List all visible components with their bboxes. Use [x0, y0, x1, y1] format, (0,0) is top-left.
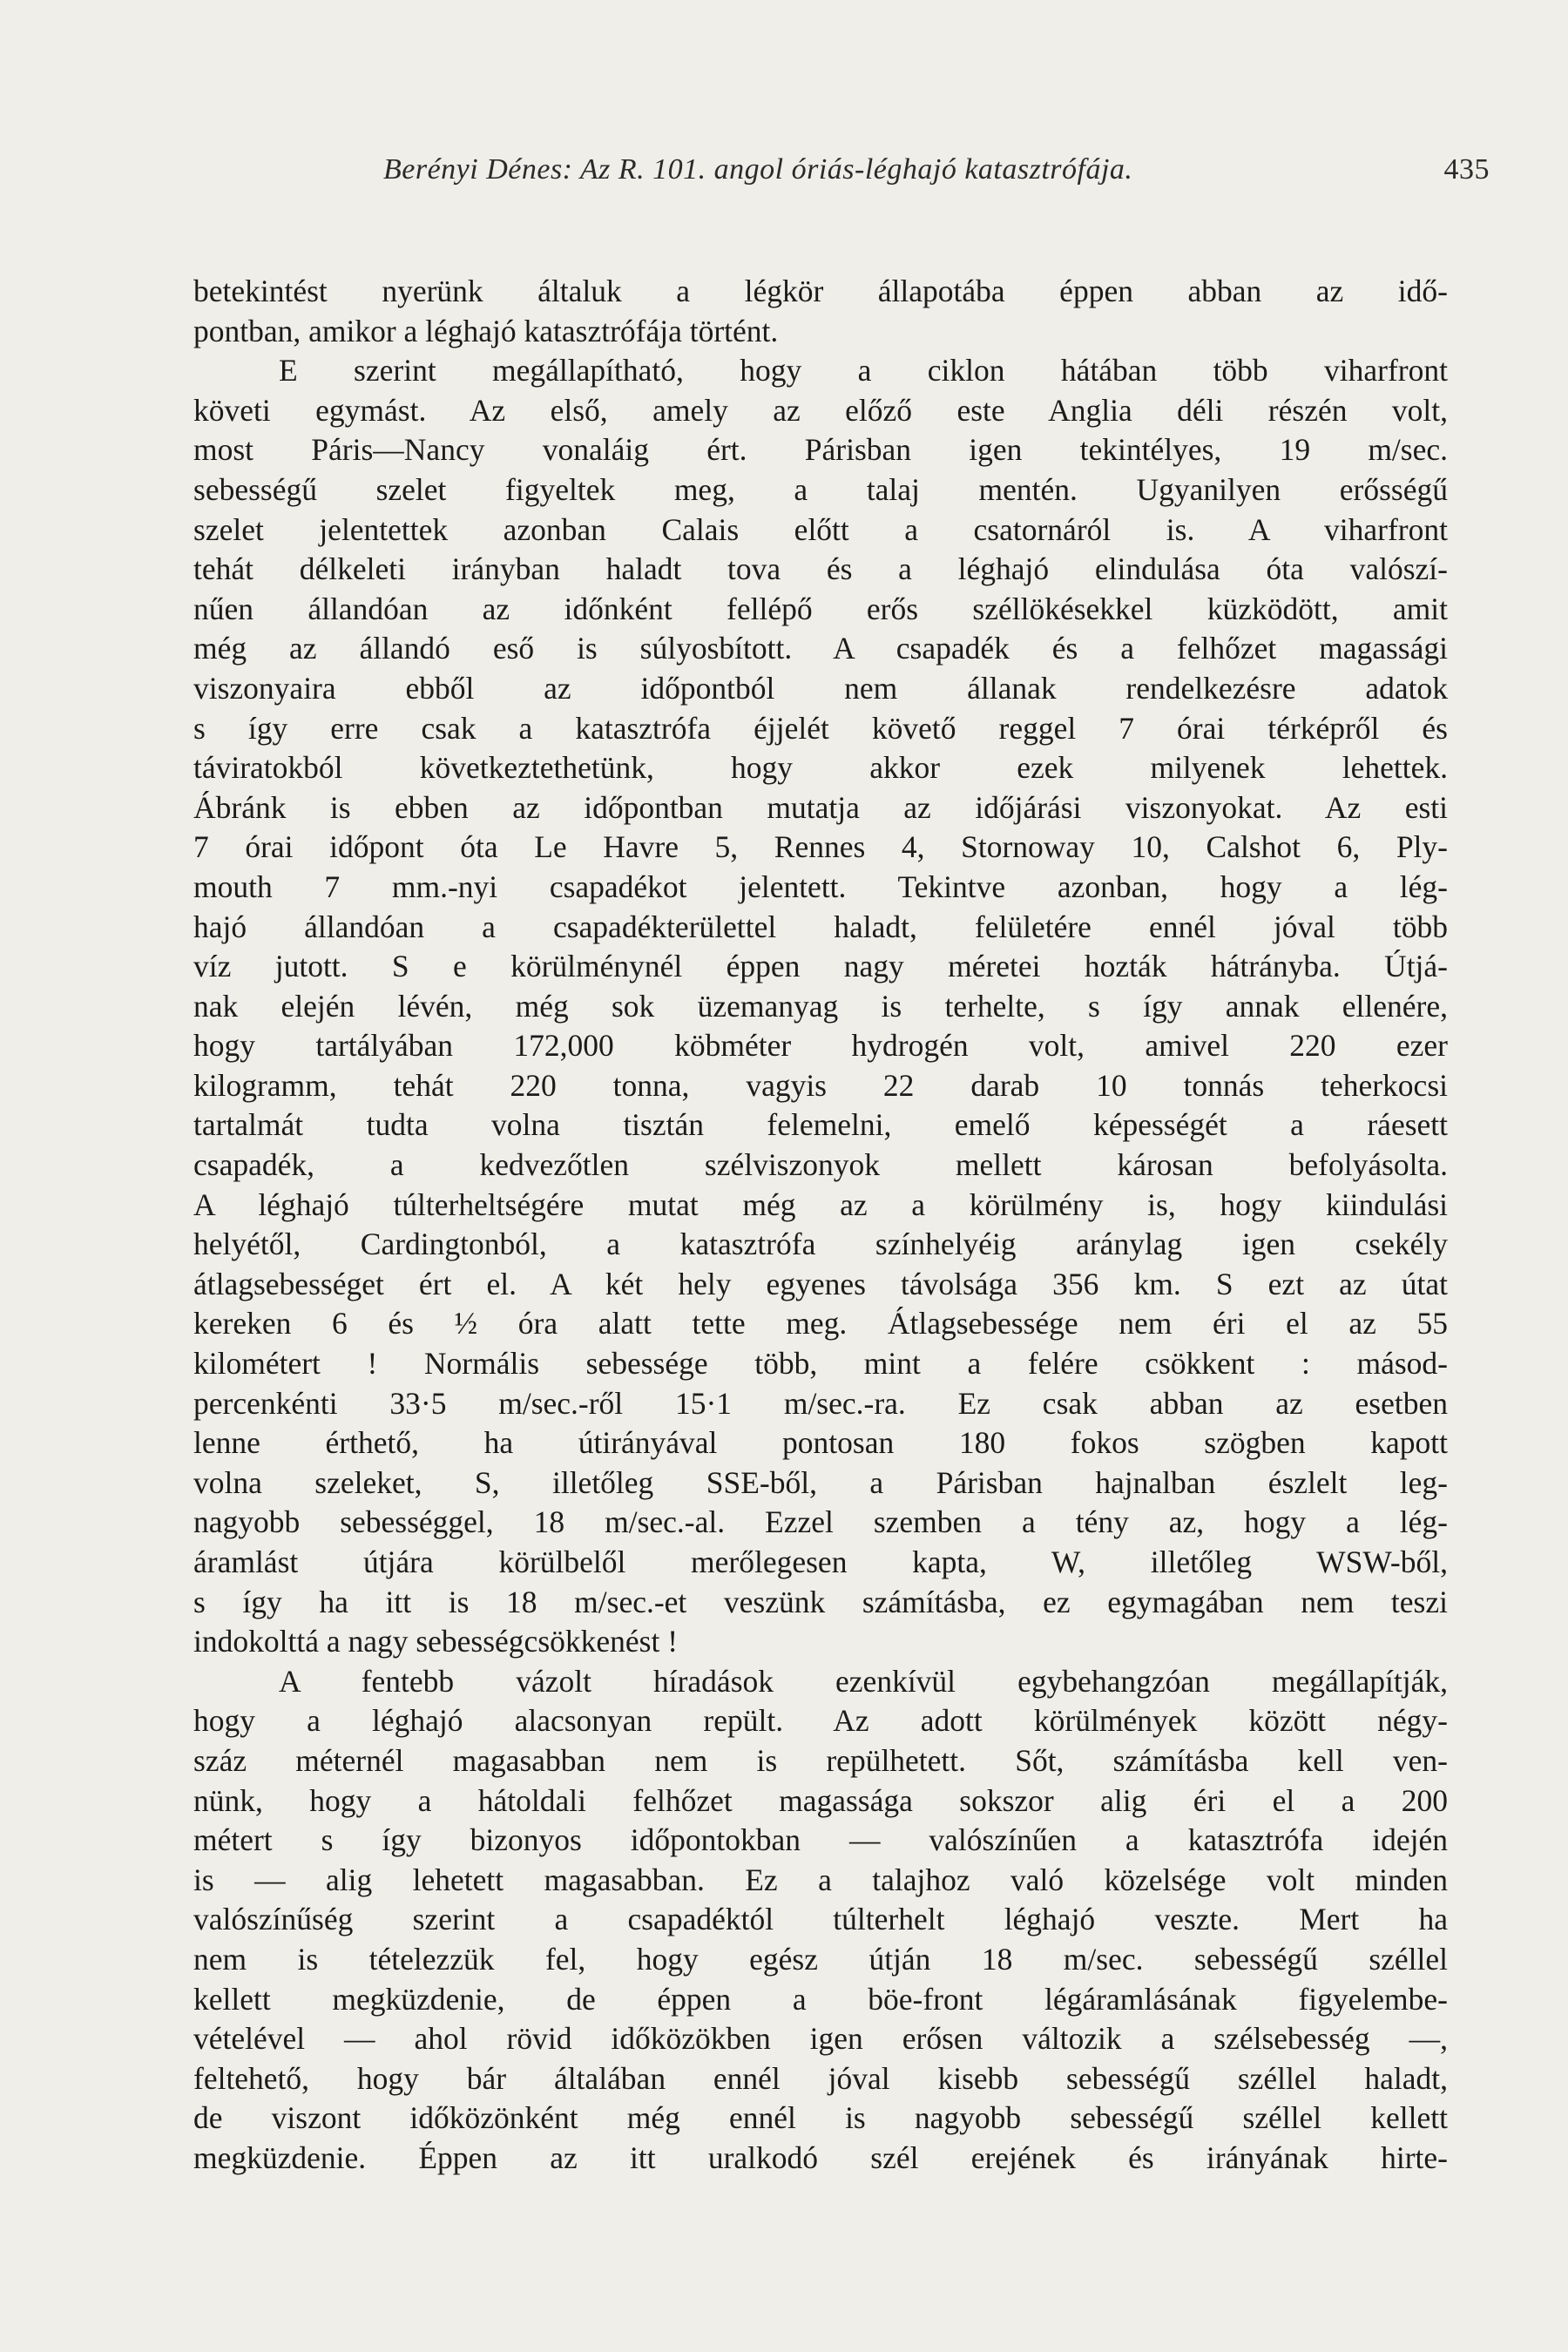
text-line: hogy a léghajó alacsonyan repült. Az adott körülmények között négy- [193, 1703, 1448, 1739]
text-line: nak elején lévén, még sok üzemanyag is terhelte, s így annak ellenére, [193, 988, 1448, 1024]
text-line: A léghajó túlterheltségére mutat még az a körülmény is, hogy kiindulási [193, 1186, 1448, 1222]
text-line: tartalmát tudta volna tisztán felemelni, emelő képességét a ráesett [193, 1107, 1448, 1143]
text-line: sebességű szelet figyeltek meg, a talaj mentén. Ugyanilyen erősségű [193, 471, 1448, 507]
text-line: helyétől, Cardingtonból, a katasztrófa színhelyéig aránylag igen csekély [193, 1227, 1448, 1262]
text-line: tehát délkeleti irányban haladt tova és a léghajó elindulása óta valószí- [193, 551, 1448, 587]
text-line: indokolttá a nagy sebességcsökkenést ! [193, 1624, 679, 1659]
text-line: feltehető, hogy bár általában ennél jóval kisebb sebességű széllel haladt, [193, 2060, 1448, 2096]
text-line: valószínűség szerint a csapadéktól túlterhelt léghajó veszte. Mert ha [193, 1902, 1448, 1937]
text-line: 7 órai időpont óta Le Havre 5, Rennes 4, Stornoway 10, Calshot 6, Ply- [193, 829, 1448, 865]
text-line: áramlást útjára körülbelől merőlegesen kapta, W, illetőleg WSW-ből, [193, 1544, 1448, 1579]
text-line: csapadék, a kedvezőtlen szélviszonyok mellett károsan befolyásolta. [193, 1147, 1448, 1183]
text-line: E szerint megállapítható, hogy a ciklon hátában több viharfront [279, 353, 1448, 389]
text-line: métert s így bizonyos időpontokban — valószínűen a katasztrófa idején [193, 1822, 1448, 1858]
text-line: víz jutott. S e körülménynél éppen nagy méretei hozták hátrányba. Útjá- [193, 949, 1448, 984]
text-line: száz méternél magasabban nem is repülhetett. Sőt, számításba kell ven- [193, 1742, 1448, 1778]
text-line: A fentebb vázolt híradások ezenkívül egybehangzóan megállapítják, [279, 1663, 1448, 1699]
text-line: volna szeleket, S, illetőleg SSE-ből, a Párisban hajnalban észlelt leg- [193, 1464, 1448, 1500]
text-line: de viszont időközönként még ennél is nagyobb sebességű széllel kellett [193, 2100, 1448, 2136]
text-line: nűen állandóan az időnként fellépő erős széllökésekkel küzködött, amit [193, 591, 1448, 626]
text-line: nünk, hogy a hátoldali felhőzet magassága sokszor alig éri el a 200 [193, 1782, 1448, 1818]
text-line: szelet jelentettek azonban Calais előtt a csatornáról is. A viharfront [193, 511, 1448, 547]
text-line: is — alig lehetett magasabban. Ez a talajhoz való közelsége volt minden [193, 1862, 1448, 1897]
text-line: betekintést nyerünk általuk a légkör állapotába éppen abban az idő- [193, 274, 1448, 308]
text-line: vételével — ahol rövid időközökben igen erősen változik a szélsebesség —, [193, 2021, 1448, 2057]
text-line: viszonyaira ebből az időpontból nem állanak rendelkezésre adatok [193, 670, 1448, 706]
text-line: kellett megküzdenie, de éppen a böe-front légáramlásának figyelembe- [193, 1981, 1448, 2017]
text-line: percenkénti 33·5 m/sec.-ről 15·1 m/sec.-ra. Ez csak abban az esetben [193, 1385, 1448, 1421]
text-line: most Páris—Nancy vonaláig ért. Párisban igen tekintélyes, 19 m/sec. [193, 432, 1448, 468]
text-line: lenne érthető, ha útirányával pontosan 180 fokos szögben kapott [193, 1425, 1448, 1461]
text-line: átlagsebességet ért el. A két hely egyenes távolsága 356 km. S ezt az útat [193, 1266, 1448, 1301]
text-line: Ábránk is ebben az időpontban mutatja az időjárási viszonyokat. Az esti [193, 789, 1448, 825]
text-line: mouth 7 mm.-nyi csapadékot jelentett. Tekintve azonban, hogy a lég- [193, 868, 1448, 904]
text-line: nagyobb sebességgel, 18 m/sec.-al. Ezzel szemben a tény az, hogy a lég- [193, 1504, 1448, 1540]
page-number: 435 [1443, 153, 1490, 186]
body-text [193, 272, 1448, 2179]
text-line: megküzdenie. Éppen az itt uralkodó szél erejének és irányának hirte- [193, 2139, 1448, 2175]
text-line: követi egymást. Az első, amely az előző este Anglia déli részén volt, [193, 392, 1448, 428]
text-line: pontban, amikor a léghajó katasztrófája történt. [193, 313, 779, 348]
text-line: kilométert ! Normális sebessége több, mint a felére csökkent : másod- [193, 1346, 1448, 1382]
text-line: nem is tételezzük fel, hogy egész útján 18 m/sec. sebességű széllel [193, 1941, 1448, 1977]
running-title: Berényi Dénes: Az R. 101. angol óriás-léghajó katasztrófája. [383, 153, 1133, 186]
text-line: hogy tartályában 172,000 köbméter hydrogén volt, amivel 220 ezer [193, 1028, 1448, 1064]
text-line: kilogramm, tehát 220 tonna, vagyis 22 darab 10 tonnás teherkocsi [193, 1067, 1448, 1103]
text-line: s így erre csak a katasztrófa éjjelét követő reggel 7 órai térképről és [193, 710, 1448, 746]
text-line: táviratokból következtethetünk, hogy akkor ezek milyenek lehettek. [193, 750, 1448, 786]
text-line: s így ha itt is 18 m/sec.-et veszünk számításba, ez egymagában nem teszi [193, 1584, 1448, 1619]
text-line: hajó állandóan a csapadékterülettel haladt, felületére ennél jóval több [193, 909, 1448, 944]
text-line: még az állandó eső is súlyosbított. A csapadék és a felhőzet magassági [193, 631, 1448, 666]
text-line: kereken 6 és ½ óra alatt tette meg. Átlagsebessége nem éri el az 55 [193, 1306, 1448, 1342]
running-header [383, 153, 1490, 199]
